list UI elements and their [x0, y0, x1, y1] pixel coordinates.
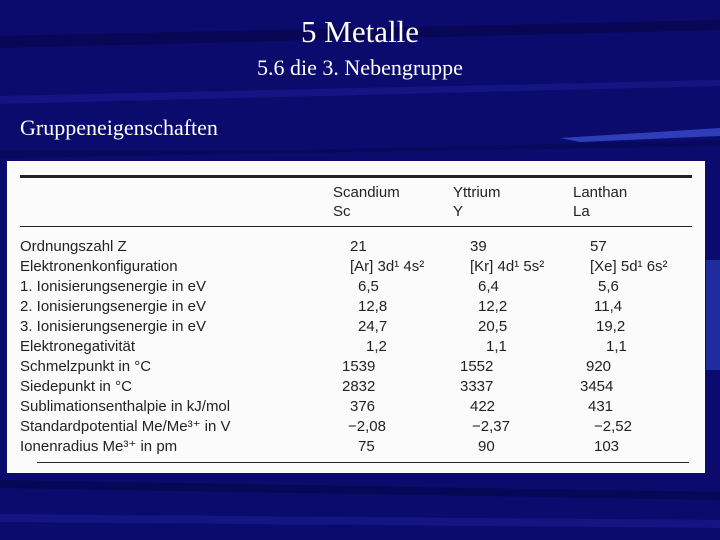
cell-scandium: 21 [350, 238, 367, 255]
properties-table [7, 161, 705, 473]
cell-yttrium: 39 [470, 238, 487, 255]
cell-yttrium: 422 [470, 398, 496, 415]
table-top-rule [20, 175, 692, 178]
cell-scandium: 75 [358, 438, 375, 455]
cell-yttrium: 1,1 [486, 338, 507, 355]
table-row [20, 237, 700, 257]
cell-scandium: 6,5 [358, 278, 379, 295]
row-label: Ordnungszahl Z [20, 238, 127, 255]
table-row [20, 337, 700, 357]
table-row [20, 297, 700, 317]
cell-lanthan: 920 [586, 358, 612, 375]
row-label: 3. Ionisierungsenergie in eV [20, 318, 206, 335]
cell-lanthan: 19,2 [596, 318, 626, 335]
column-name: Scandium [333, 184, 400, 201]
cell-yttrium: 1552 [460, 358, 494, 375]
slide-title: 5 Metalle [301, 14, 419, 49]
column-header-lanthan [573, 183, 627, 221]
column-header-scandium [333, 183, 400, 221]
cell-yttrium: [Kr] 4d¹ 5s² [470, 258, 545, 275]
column-symbol: La [573, 203, 590, 220]
cell-lanthan: 11,4 [594, 298, 623, 315]
table-body [20, 237, 700, 457]
cell-yttrium: 12,2 [478, 298, 508, 315]
cell-yttrium: 6,4 [478, 278, 499, 295]
row-label: Elektronegativität [20, 338, 136, 355]
table-row [20, 417, 700, 437]
row-label: Elektronenkonfiguration [20, 258, 178, 275]
row-label: Standardpotential Me/Me³⁺ in V [20, 418, 231, 435]
table-row [20, 277, 700, 297]
column-symbol: Y [453, 203, 464, 220]
cell-scandium: −2,08 [348, 418, 386, 435]
cell-scandium: 24,7 [358, 318, 388, 335]
section-heading: Gruppeneigenschaften [20, 115, 218, 140]
table-bottom-rule [37, 462, 689, 463]
table-row [20, 257, 700, 277]
cell-yttrium: −2,37 [472, 418, 510, 435]
cell-scandium: 376 [350, 398, 376, 415]
row-label: Sublimationsenthalpie in kJ/mol [20, 398, 231, 415]
cell-scandium: 1,2 [366, 338, 387, 355]
cell-scandium: 12,8 [358, 298, 388, 315]
cell-yttrium: 90 [478, 438, 495, 455]
cell-lanthan: 57 [590, 238, 607, 255]
row-label: 1. Ionisierungsenergie in eV [20, 278, 206, 295]
table-row [20, 437, 700, 457]
cell-yttrium: 3337 [460, 378, 494, 395]
column-header-yttrium [453, 183, 501, 221]
row-label: 2. Ionisierungsenergie in eV [20, 298, 206, 315]
cell-lanthan: 1,1 [606, 338, 627, 355]
row-label: Siedepunkt in °C [20, 378, 132, 395]
cell-lanthan: −2,52 [594, 418, 632, 435]
column-symbol: Sc [333, 203, 351, 220]
table-row [20, 317, 700, 337]
cell-scandium: 2832 [342, 378, 376, 395]
table-header-rule [20, 226, 692, 227]
cell-lanthan: 103 [594, 438, 620, 455]
row-label: Schmelzpunkt in °C [20, 358, 152, 375]
cell-lanthan: 3454 [580, 378, 614, 395]
cell-lanthan: [Xe] 5d¹ 6s² [590, 258, 668, 275]
table-row [20, 397, 700, 417]
cell-yttrium: 20,5 [478, 318, 508, 335]
column-name: Yttrium [453, 184, 501, 201]
cell-lanthan: 431 [588, 398, 614, 415]
cell-scandium: [Ar] 3d¹ 4s² [350, 258, 425, 275]
table-row [20, 377, 700, 397]
table-row [20, 357, 700, 377]
cell-lanthan: 5,6 [598, 278, 619, 295]
slide-subtitle: 5.6 die 3. Nebengruppe [257, 55, 463, 80]
column-name: Lanthan [573, 184, 628, 201]
cell-scandium: 1539 [342, 358, 376, 375]
row-label: Ionenradius Me³⁺ in pm [20, 438, 178, 455]
